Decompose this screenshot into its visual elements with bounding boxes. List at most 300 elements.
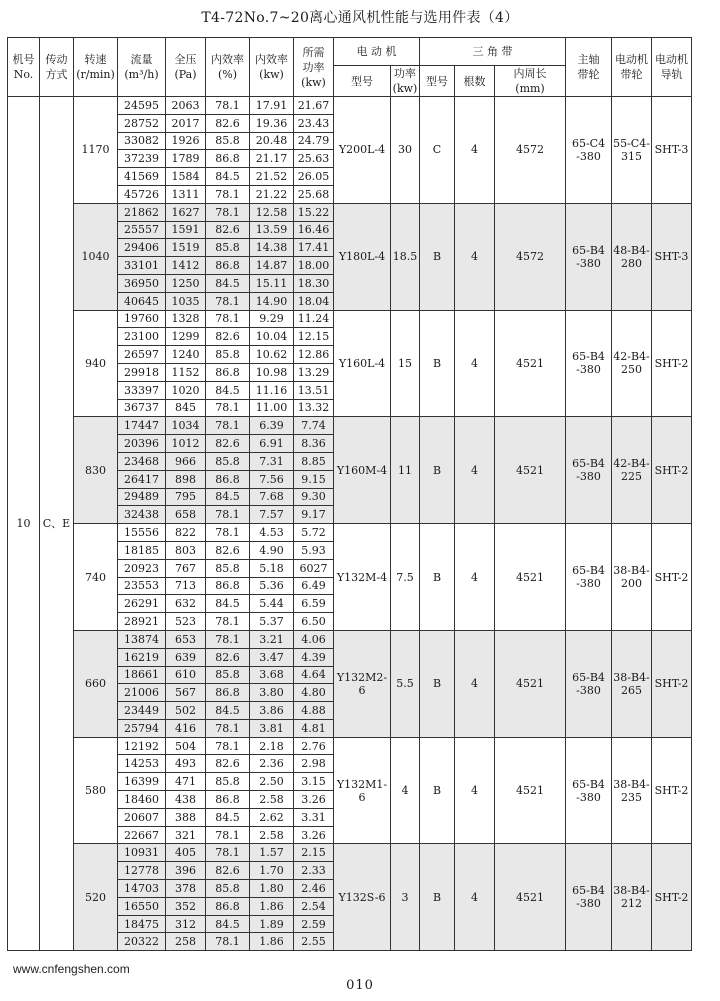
flow-cell: 14703 xyxy=(118,880,166,898)
spindle-pulley-line: 65-B4 xyxy=(572,884,605,898)
efficiency-cell: 82.6 xyxy=(206,648,250,666)
pressure-cell: 352 xyxy=(166,897,206,915)
flow-cell: 20923 xyxy=(118,559,166,577)
pressure-cell: 1034 xyxy=(166,417,206,435)
efficiency-cell: 84.5 xyxy=(206,381,250,399)
required-power-cell: 4.80 xyxy=(294,684,334,702)
pressure-cell: 1591 xyxy=(166,221,206,239)
spindle-pulley-cell xyxy=(566,844,612,951)
required-power-cell: 8.85 xyxy=(294,452,334,470)
required-power-cell: 13.32 xyxy=(294,399,334,417)
required-power-cell: 12.15 xyxy=(294,328,334,346)
flow-cell: 20322 xyxy=(118,933,166,951)
header-motor-pulley: 电动机 带轮 xyxy=(612,38,652,97)
flow-cell: 25794 xyxy=(118,719,166,737)
efficiency-cell: 84.5 xyxy=(206,488,250,506)
motor-pulley-cell xyxy=(612,844,652,951)
efficiency-cell: 85.8 xyxy=(206,773,250,791)
spindle-pulley-line: -380 xyxy=(576,363,601,377)
inner-power-cell: 3.81 xyxy=(250,719,294,737)
drive-cell: C、E xyxy=(40,97,74,951)
motor-rail-cell: SHT-2 xyxy=(652,737,692,844)
efficiency-cell: 78.1 xyxy=(206,399,250,417)
motor-pulley-cell xyxy=(612,630,652,737)
header-belt-type: 型号 xyxy=(420,66,455,97)
flow-cell: 25557 xyxy=(118,221,166,239)
inner-power-cell: 6.39 xyxy=(250,417,294,435)
inner-power-cell: 2.58 xyxy=(250,791,294,809)
table-row xyxy=(8,737,692,755)
header-inner-power: 内效率 (kw) xyxy=(250,38,294,97)
belt-length-cell: 4521 xyxy=(495,630,566,737)
belt-length-cell: 4572 xyxy=(495,97,566,204)
inner-power-cell: 1.86 xyxy=(250,897,294,915)
belt-type-cell: B xyxy=(420,310,455,417)
speed-cell: 740 xyxy=(74,524,118,631)
flow-cell: 15556 xyxy=(118,524,166,542)
table-row xyxy=(8,630,692,648)
flow-cell: 16399 xyxy=(118,773,166,791)
inner-power-cell: 2.50 xyxy=(250,773,294,791)
inner-power-cell: 1.89 xyxy=(250,915,294,933)
flow-cell: 33397 xyxy=(118,381,166,399)
efficiency-cell: 85.8 xyxy=(206,452,250,470)
required-power-cell: 12.86 xyxy=(294,346,334,364)
required-power-cell: 9.17 xyxy=(294,506,334,524)
efficiency-cell: 78.1 xyxy=(206,737,250,755)
motor-pulley-line: 42-B4- xyxy=(613,350,650,364)
required-power-cell: 13.51 xyxy=(294,381,334,399)
required-power-cell: 25.68 xyxy=(294,185,334,203)
pressure-cell: 1926 xyxy=(166,132,206,150)
efficiency-cell: 78.1 xyxy=(206,719,250,737)
efficiency-cell: 86.8 xyxy=(206,257,250,275)
spindle-pulley-line: 65-B4 xyxy=(572,243,605,257)
inner-power-cell: 3.68 xyxy=(250,666,294,684)
required-power-cell: 4.88 xyxy=(294,702,334,720)
pressure-cell: 1012 xyxy=(166,435,206,453)
efficiency-cell: 85.8 xyxy=(206,132,250,150)
belt-length-cell: 4521 xyxy=(495,310,566,417)
required-power-cell: 6.59 xyxy=(294,595,334,613)
inner-power-cell: 11.16 xyxy=(250,381,294,399)
motor-pulley-line: 38-B4- xyxy=(613,670,650,684)
belt-count-cell: 4 xyxy=(455,97,495,204)
flow-cell: 37239 xyxy=(118,150,166,168)
inner-power-cell: 7.57 xyxy=(250,506,294,524)
inner-power-cell: 14.90 xyxy=(250,292,294,310)
table-row xyxy=(8,524,692,542)
spindle-pulley-line: 65-B4 xyxy=(572,457,605,471)
speed-cell: 1170 xyxy=(74,97,118,204)
efficiency-cell: 84.5 xyxy=(206,274,250,292)
efficiency-cell: 85.8 xyxy=(206,559,250,577)
belt-type-cell: B xyxy=(420,844,455,951)
motor-pulley-cell xyxy=(612,737,652,844)
header-required-power: 所需 功率 (kw) xyxy=(294,38,334,97)
motor-power-cell: 7.5 xyxy=(391,524,420,631)
inner-power-cell: 11.00 xyxy=(250,399,294,417)
flow-cell: 18661 xyxy=(118,666,166,684)
flow-cell: 28752 xyxy=(118,114,166,132)
required-power-cell: 7.74 xyxy=(294,417,334,435)
efficiency-cell: 82.6 xyxy=(206,435,250,453)
belt-type-cell: B xyxy=(420,417,455,524)
efficiency-cell: 84.5 xyxy=(206,808,250,826)
pressure-cell: 523 xyxy=(166,613,206,631)
spindle-pulley-line: 65-B4 xyxy=(572,564,605,578)
pressure-cell: 1789 xyxy=(166,150,206,168)
header-belt: 三 角 带 xyxy=(420,38,566,66)
spindle-pulley-cell xyxy=(566,524,612,631)
flow-cell: 13874 xyxy=(118,630,166,648)
inner-power-cell: 13.59 xyxy=(250,221,294,239)
table-row xyxy=(8,203,692,221)
inner-power-cell: 4.53 xyxy=(250,524,294,542)
required-power-cell: 3.31 xyxy=(294,808,334,826)
pressure-cell: 1311 xyxy=(166,185,206,203)
inner-power-cell: 19.36 xyxy=(250,114,294,132)
pressure-cell: 416 xyxy=(166,719,206,737)
motor-model-cell: Y160L-4 xyxy=(334,310,391,417)
spindle-pulley-line: -380 xyxy=(576,683,601,697)
required-power-cell: 16.46 xyxy=(294,221,334,239)
spindle-pulley-line: -380 xyxy=(576,790,601,804)
flow-cell: 21006 xyxy=(118,684,166,702)
required-power-cell: 2.54 xyxy=(294,897,334,915)
efficiency-cell: 86.8 xyxy=(206,150,250,168)
flow-cell: 18475 xyxy=(118,915,166,933)
inner-power-cell: 21.22 xyxy=(250,185,294,203)
efficiency-cell: 86.8 xyxy=(206,897,250,915)
inner-power-cell: 7.68 xyxy=(250,488,294,506)
header-machine-no: 机号 No. xyxy=(8,38,40,97)
motor-pulley-line: 235 xyxy=(621,790,643,804)
table-row xyxy=(8,844,692,862)
inner-power-cell: 5.44 xyxy=(250,595,294,613)
flow-cell: 12778 xyxy=(118,862,166,880)
required-power-cell: 2.55 xyxy=(294,933,334,951)
required-power-cell: 6027 xyxy=(294,559,334,577)
required-power-cell: 18.04 xyxy=(294,292,334,310)
spindle-pulley-line: 65-C4 xyxy=(571,136,606,150)
pressure-cell: 1584 xyxy=(166,168,206,186)
inner-power-cell: 1.80 xyxy=(250,880,294,898)
efficiency-cell: 78.1 xyxy=(206,933,250,951)
efficiency-cell: 82.6 xyxy=(206,862,250,880)
flow-cell: 45726 xyxy=(118,185,166,203)
efficiency-cell: 85.8 xyxy=(206,666,250,684)
belt-type-cell: B xyxy=(420,203,455,310)
pressure-cell: 493 xyxy=(166,755,206,773)
table-row xyxy=(8,310,692,328)
pressure-cell: 1250 xyxy=(166,274,206,292)
inner-power-cell: 3.86 xyxy=(250,702,294,720)
efficiency-cell: 82.6 xyxy=(206,541,250,559)
required-power-cell: 6.49 xyxy=(294,577,334,595)
required-power-cell: 3.26 xyxy=(294,791,334,809)
inner-power-cell: 10.98 xyxy=(250,363,294,381)
pressure-cell: 639 xyxy=(166,648,206,666)
flow-cell: 40645 xyxy=(118,292,166,310)
motor-pulley-line: 200 xyxy=(621,577,643,591)
required-power-cell: 3.15 xyxy=(294,773,334,791)
motor-power-cell: 5.5 xyxy=(391,630,420,737)
pressure-cell: 1412 xyxy=(166,257,206,275)
motor-pulley-line: 48-B4- xyxy=(613,243,650,257)
header-efficiency: 内效率 (%) xyxy=(206,38,250,97)
flow-cell: 16550 xyxy=(118,897,166,915)
flow-cell: 16219 xyxy=(118,648,166,666)
inner-power-cell: 9.29 xyxy=(250,310,294,328)
efficiency-cell: 82.6 xyxy=(206,328,250,346)
efficiency-cell: 78.1 xyxy=(206,826,250,844)
motor-model-cell: Y200L-4 xyxy=(334,97,391,204)
required-power-cell: 2.76 xyxy=(294,737,334,755)
flow-cell: 20396 xyxy=(118,435,166,453)
motor-pulley-cell xyxy=(612,203,652,310)
flow-cell: 29406 xyxy=(118,239,166,257)
spindle-pulley-line: -380 xyxy=(576,256,601,270)
belt-length-cell: 4572 xyxy=(495,203,566,310)
motor-pulley-line: 265 xyxy=(621,683,643,697)
motor-pulley-line: 250 xyxy=(621,363,643,377)
flow-cell: 10931 xyxy=(118,844,166,862)
pressure-cell: 898 xyxy=(166,470,206,488)
belt-type-cell: C xyxy=(420,97,455,204)
required-power-cell: 8.36 xyxy=(294,435,334,453)
efficiency-cell: 85.8 xyxy=(206,880,250,898)
spindle-pulley-cell xyxy=(566,97,612,204)
pressure-cell: 845 xyxy=(166,399,206,417)
spindle-pulley-cell xyxy=(566,630,612,737)
table-row xyxy=(8,417,692,435)
flow-cell: 19760 xyxy=(118,310,166,328)
spindle-pulley-line: 65-B4 xyxy=(572,777,605,791)
flow-cell: 23553 xyxy=(118,577,166,595)
inner-power-cell: 1.70 xyxy=(250,862,294,880)
pressure-cell: 321 xyxy=(166,826,206,844)
flow-cell: 12192 xyxy=(118,737,166,755)
inner-power-cell: 15.11 xyxy=(250,274,294,292)
required-power-cell: 5.93 xyxy=(294,541,334,559)
pressure-cell: 1299 xyxy=(166,328,206,346)
inner-power-cell: 21.52 xyxy=(250,168,294,186)
belt-type-cell: B xyxy=(420,630,455,737)
required-power-cell: 17.41 xyxy=(294,239,334,257)
flow-cell: 36950 xyxy=(118,274,166,292)
motor-pulley-cell xyxy=(612,97,652,204)
belt-count-cell: 4 xyxy=(455,844,495,951)
required-power-cell: 24.79 xyxy=(294,132,334,150)
motor-rail-cell: SHT-2 xyxy=(652,630,692,737)
required-power-cell: 3.26 xyxy=(294,826,334,844)
inner-power-cell: 7.31 xyxy=(250,452,294,470)
inner-power-cell: 10.62 xyxy=(250,346,294,364)
efficiency-cell: 78.1 xyxy=(206,203,250,221)
pressure-cell: 258 xyxy=(166,933,206,951)
required-power-cell: 15.22 xyxy=(294,203,334,221)
flow-cell: 21862 xyxy=(118,203,166,221)
flow-cell: 41569 xyxy=(118,168,166,186)
flow-cell: 29489 xyxy=(118,488,166,506)
motor-pulley-line: 38-B4- xyxy=(613,564,650,578)
efficiency-cell: 82.6 xyxy=(206,114,250,132)
motor-power-cell: 4 xyxy=(391,737,420,844)
inner-power-cell: 4.90 xyxy=(250,541,294,559)
motor-rail-cell: SHT-3 xyxy=(652,97,692,204)
required-power-cell: 5.72 xyxy=(294,524,334,542)
motor-pulley-cell xyxy=(612,524,652,631)
required-power-cell: 2.98 xyxy=(294,755,334,773)
required-power-cell: 2.33 xyxy=(294,862,334,880)
motor-pulley-line: 55-C4- xyxy=(613,136,650,150)
required-power-cell: 6.50 xyxy=(294,613,334,631)
flow-cell: 24595 xyxy=(118,97,166,115)
flow-cell: 26597 xyxy=(118,346,166,364)
speed-cell: 520 xyxy=(74,844,118,951)
flow-cell: 26417 xyxy=(118,470,166,488)
pressure-cell: 713 xyxy=(166,577,206,595)
required-power-cell: 2.46 xyxy=(294,880,334,898)
required-power-cell: 18.00 xyxy=(294,257,334,275)
flow-cell: 14253 xyxy=(118,755,166,773)
footer-url: www.cnfengshen.com xyxy=(13,962,130,976)
inner-power-cell: 17.91 xyxy=(250,97,294,115)
required-power-cell: 9.15 xyxy=(294,470,334,488)
flow-cell: 20607 xyxy=(118,808,166,826)
header-motor-power: 功率 (kw) xyxy=(391,66,420,97)
motor-power-cell: 30 xyxy=(391,97,420,204)
pressure-cell: 312 xyxy=(166,915,206,933)
speed-cell: 580 xyxy=(74,737,118,844)
motor-model-cell: Y180L-4 xyxy=(334,203,391,310)
motor-pulley-line: 38-B4- xyxy=(613,777,650,791)
pressure-cell: 504 xyxy=(166,737,206,755)
required-power-cell: 2.15 xyxy=(294,844,334,862)
belt-count-cell: 4 xyxy=(455,310,495,417)
spindle-pulley-line: -380 xyxy=(576,470,601,484)
flow-cell: 26291 xyxy=(118,595,166,613)
pressure-cell: 803 xyxy=(166,541,206,559)
efficiency-cell: 84.5 xyxy=(206,915,250,933)
belt-length-cell: 4521 xyxy=(495,844,566,951)
inner-power-cell: 3.47 xyxy=(250,648,294,666)
efficiency-cell: 78.1 xyxy=(206,97,250,115)
inner-power-cell: 1.86 xyxy=(250,933,294,951)
pressure-cell: 378 xyxy=(166,880,206,898)
efficiency-cell: 86.8 xyxy=(206,363,250,381)
motor-power-cell: 15 xyxy=(391,310,420,417)
efficiency-cell: 84.5 xyxy=(206,702,250,720)
belt-type-cell: B xyxy=(420,524,455,631)
header-spindle-pulley: 主轴 带轮 xyxy=(566,38,612,97)
pressure-cell: 610 xyxy=(166,666,206,684)
efficiency-cell: 78.1 xyxy=(206,524,250,542)
header-motor-model: 型号 xyxy=(334,66,391,97)
pressure-cell: 1152 xyxy=(166,363,206,381)
pressure-cell: 2063 xyxy=(166,97,206,115)
motor-power-cell: 3 xyxy=(391,844,420,951)
machine-no-cell: 10 xyxy=(8,97,40,951)
pressure-cell: 471 xyxy=(166,773,206,791)
motor-pulley-line: 212 xyxy=(621,897,643,911)
flow-cell: 33082 xyxy=(118,132,166,150)
speed-cell: 830 xyxy=(74,417,118,524)
inner-power-cell: 6.91 xyxy=(250,435,294,453)
belt-count-cell: 4 xyxy=(455,737,495,844)
inner-power-cell: 2.36 xyxy=(250,755,294,773)
header-pressure: 全压 (Pa) xyxy=(166,38,206,97)
efficiency-cell: 86.8 xyxy=(206,577,250,595)
pressure-cell: 567 xyxy=(166,684,206,702)
efficiency-cell: 78.1 xyxy=(206,844,250,862)
spindle-pulley-line: -380 xyxy=(576,577,601,591)
efficiency-cell: 78.1 xyxy=(206,613,250,631)
header-belt-length: 内周长 (mm) xyxy=(495,66,566,97)
efficiency-cell: 85.8 xyxy=(206,239,250,257)
flow-cell: 23468 xyxy=(118,452,166,470)
table-row xyxy=(8,97,692,115)
table-body xyxy=(8,97,692,951)
spindle-pulley-line: -380 xyxy=(576,897,601,911)
pressure-cell: 396 xyxy=(166,862,206,880)
speed-cell: 660 xyxy=(74,630,118,737)
flow-cell: 17447 xyxy=(118,417,166,435)
inner-power-cell: 5.18 xyxy=(250,559,294,577)
header-speed: 转速 (r/min) xyxy=(74,38,118,97)
inner-power-cell: 2.18 xyxy=(250,737,294,755)
required-power-cell: 4.64 xyxy=(294,666,334,684)
page-number: 010 xyxy=(346,978,374,993)
header-drive: 传动 方式 xyxy=(40,38,74,97)
flow-cell: 22667 xyxy=(118,826,166,844)
pressure-cell: 966 xyxy=(166,452,206,470)
motor-power-cell: 11 xyxy=(391,417,420,524)
inner-power-cell: 14.38 xyxy=(250,239,294,257)
motor-model-cell: Y132S-6 xyxy=(334,844,391,951)
efficiency-cell: 78.1 xyxy=(206,292,250,310)
motor-power-cell: 18.5 xyxy=(391,203,420,310)
pressure-cell: 822 xyxy=(166,524,206,542)
header-flow: 流量 (m³/h) xyxy=(118,38,166,97)
required-power-cell: 4.81 xyxy=(294,719,334,737)
spindle-pulley-line: -380 xyxy=(576,149,601,163)
belt-count-cell: 4 xyxy=(455,630,495,737)
pressure-cell: 1328 xyxy=(166,310,206,328)
efficiency-cell: 86.8 xyxy=(206,684,250,702)
required-power-cell: 23.43 xyxy=(294,114,334,132)
pressure-cell: 658 xyxy=(166,506,206,524)
efficiency-cell: 85.8 xyxy=(206,346,250,364)
motor-pulley-line: 38-B4- xyxy=(613,884,650,898)
required-power-cell: 18.30 xyxy=(294,274,334,292)
inner-power-cell: 2.62 xyxy=(250,808,294,826)
efficiency-cell: 78.1 xyxy=(206,630,250,648)
pressure-cell: 2017 xyxy=(166,114,206,132)
belt-count-cell: 4 xyxy=(455,417,495,524)
inner-power-cell: 3.80 xyxy=(250,684,294,702)
belt-count-cell: 4 xyxy=(455,524,495,631)
pressure-cell: 653 xyxy=(166,630,206,648)
pressure-cell: 1519 xyxy=(166,239,206,257)
required-power-cell: 26.05 xyxy=(294,168,334,186)
efficiency-cell: 82.6 xyxy=(206,755,250,773)
pressure-cell: 438 xyxy=(166,791,206,809)
efficiency-cell: 84.5 xyxy=(206,595,250,613)
efficiency-cell: 84.5 xyxy=(206,168,250,186)
motor-pulley-line: 315 xyxy=(621,149,643,163)
